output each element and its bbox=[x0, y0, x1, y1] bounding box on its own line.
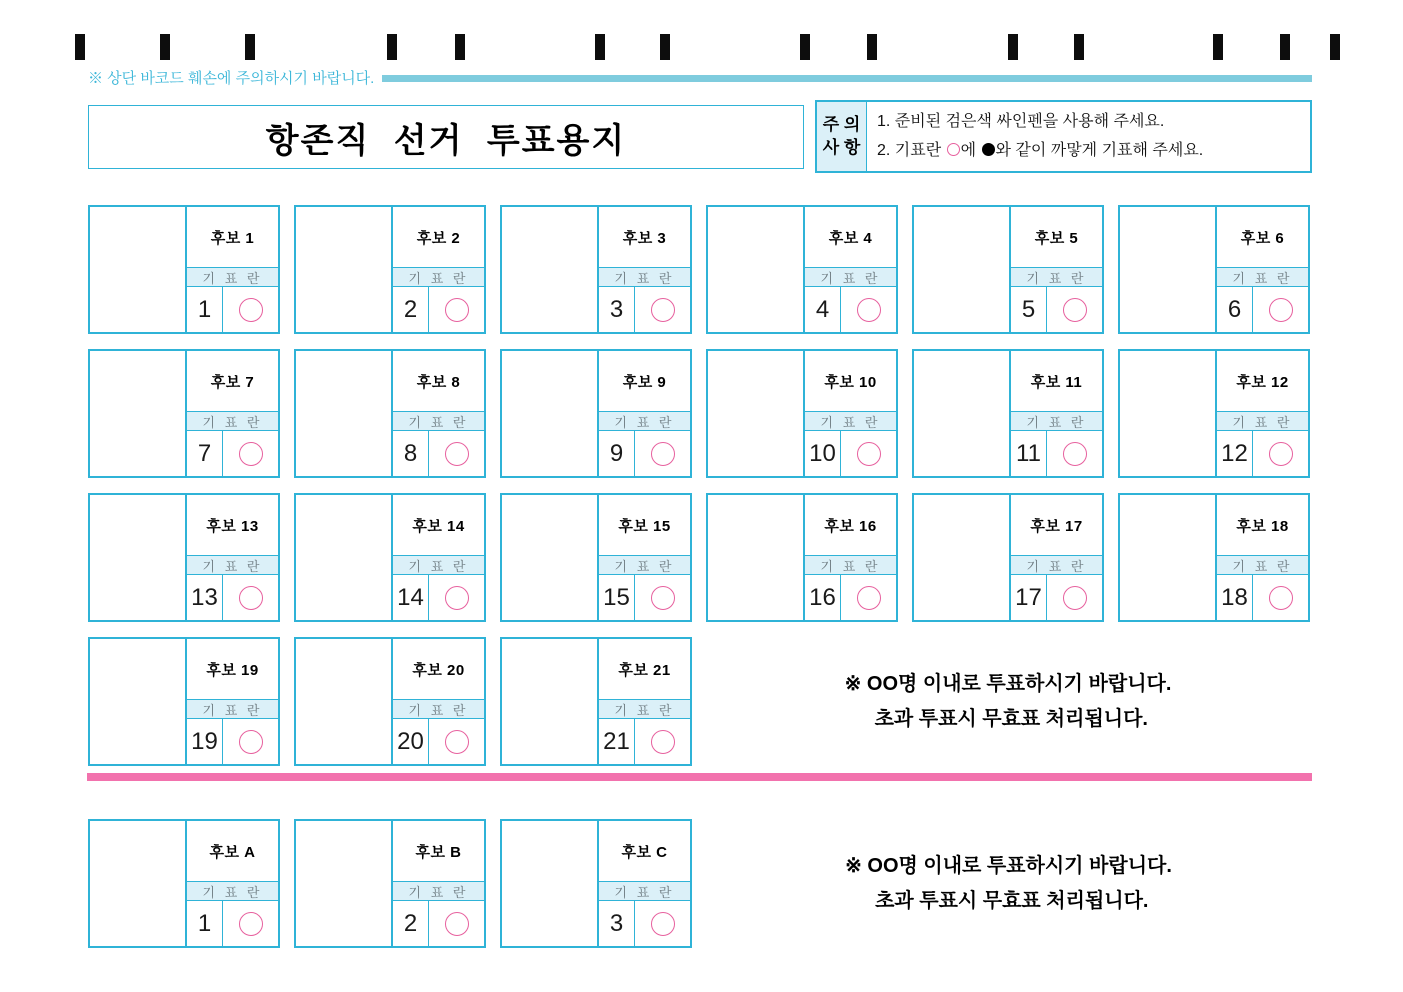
mark-row bbox=[187, 575, 278, 620]
candidate-label: 후보 C bbox=[621, 843, 668, 861]
candidate-number: 21 bbox=[599, 719, 635, 764]
mark-row bbox=[1217, 287, 1308, 332]
candidate-photo-area bbox=[296, 821, 393, 946]
candidate-box bbox=[294, 493, 486, 622]
candidate-info-column bbox=[1011, 207, 1102, 332]
candidate-number: 17 bbox=[1011, 575, 1047, 620]
candidate-number: 1 bbox=[187, 287, 223, 332]
mark-row bbox=[805, 431, 896, 476]
mark-row bbox=[1011, 287, 1102, 332]
mark-circle-icon[interactable] bbox=[857, 442, 881, 466]
mark-row bbox=[599, 431, 690, 476]
candidate-photo-area bbox=[296, 495, 393, 620]
candidate-box bbox=[706, 349, 898, 478]
notice-items bbox=[867, 102, 1310, 171]
candidate-number: 9 bbox=[599, 431, 635, 476]
page-title: 항존직 선거 투표용지 bbox=[265, 121, 627, 160]
candidate-number: 8 bbox=[393, 431, 429, 476]
candidate-number: 19 bbox=[187, 719, 223, 764]
candidate-box bbox=[500, 493, 692, 622]
mark-column-header: 기 표 란 bbox=[805, 267, 896, 287]
mark-cell[interactable] bbox=[429, 901, 484, 946]
candidate-photo-area bbox=[708, 207, 805, 332]
candidate-box bbox=[1118, 205, 1310, 334]
mark-column-header: 기 표 란 bbox=[187, 411, 278, 431]
candidate-photo-area bbox=[296, 639, 393, 764]
mark-circle-icon[interactable] bbox=[1269, 586, 1293, 610]
mark-cell[interactable] bbox=[429, 287, 484, 332]
mark-row bbox=[393, 575, 484, 620]
barcode-bar bbox=[387, 34, 397, 60]
candidate-info-column bbox=[187, 495, 278, 620]
mark-cell[interactable] bbox=[1047, 575, 1102, 620]
mark-column-header: 기 표 란 bbox=[1011, 411, 1102, 431]
mark-column-header: 기 표 란 bbox=[599, 411, 690, 431]
mark-cell[interactable] bbox=[429, 575, 484, 620]
candidate-number: 13 bbox=[187, 575, 223, 620]
candidate-info-column bbox=[187, 207, 278, 332]
vote-limit-note-bottom bbox=[707, 819, 1310, 948]
notice-label-line1: 주 의 bbox=[822, 114, 861, 134]
mark-column-header: 기 표 란 bbox=[1217, 555, 1308, 575]
mark-circle-icon[interactable] bbox=[651, 586, 675, 610]
mark-column-header: 기 표 란 bbox=[393, 881, 484, 901]
mark-row bbox=[393, 287, 484, 332]
candidate-box bbox=[706, 205, 898, 334]
mark-circle-icon[interactable] bbox=[651, 298, 675, 322]
mark-column-header: 기 표 란 bbox=[599, 881, 690, 901]
mark-circle-icon[interactable] bbox=[1269, 442, 1293, 466]
mark-column-header: 기 표 란 bbox=[1217, 411, 1308, 431]
candidate-info-column bbox=[393, 351, 484, 476]
candidate-box bbox=[912, 205, 1104, 334]
mark-cell[interactable] bbox=[635, 287, 690, 332]
mark-row bbox=[393, 901, 484, 946]
candidate-photo-area bbox=[914, 207, 1011, 332]
notice-box bbox=[815, 100, 1312, 173]
candidate-info-column bbox=[599, 351, 690, 476]
mark-row bbox=[1217, 431, 1308, 476]
mark-column-header: 기 표 란 bbox=[805, 555, 896, 575]
barcode-bar bbox=[1330, 34, 1340, 60]
candidate-info-column bbox=[599, 821, 690, 946]
candidate-number: 3 bbox=[599, 287, 635, 332]
barcode-bar bbox=[800, 34, 810, 60]
candidate-info-column bbox=[393, 207, 484, 332]
mark-column-header: 기 표 란 bbox=[1217, 267, 1308, 287]
barcode-bar bbox=[867, 34, 877, 60]
barcode-bar bbox=[660, 34, 670, 60]
candidate-box bbox=[88, 637, 280, 766]
top-barcode bbox=[0, 0, 1403, 70]
mark-circle-icon[interactable] bbox=[239, 912, 263, 936]
candidate-photo-area bbox=[90, 207, 187, 332]
candidate-label: 후보 16 bbox=[824, 517, 877, 535]
candidate-photo-area bbox=[708, 351, 805, 476]
candidate-label: 후보 13 bbox=[206, 517, 259, 535]
candidate-box bbox=[294, 637, 486, 766]
candidate-box bbox=[294, 349, 486, 478]
notice-item-1: 1. 준비된 검은색 싸인펜을 사용해 주세요. bbox=[877, 112, 1165, 130]
notice-text-segment: 와 같이 까맣게 기표해 주세요. bbox=[995, 141, 1204, 159]
candidate-number: 3 bbox=[599, 901, 635, 946]
vote-limit-note bbox=[706, 637, 1310, 766]
candidate-label: 후보 4 bbox=[828, 229, 873, 247]
mark-cell[interactable] bbox=[223, 431, 278, 476]
candidate-label: 후보 9 bbox=[622, 373, 667, 391]
mark-cell[interactable] bbox=[635, 719, 690, 764]
mark-row bbox=[393, 431, 484, 476]
notice-label bbox=[817, 102, 867, 171]
candidate-photo-area bbox=[708, 495, 805, 620]
candidate-number: 16 bbox=[805, 575, 841, 620]
mark-row bbox=[187, 719, 278, 764]
candidate-number: 10 bbox=[805, 431, 841, 476]
barcode-warning-row bbox=[88, 67, 1312, 88]
candidate-info-column bbox=[599, 207, 690, 332]
mark-cell[interactable] bbox=[1047, 287, 1102, 332]
mark-cell[interactable] bbox=[1253, 431, 1308, 476]
barcode-bar bbox=[75, 34, 85, 60]
mark-circle-icon[interactable] bbox=[445, 730, 469, 754]
mark-cell[interactable] bbox=[429, 719, 484, 764]
mark-cell[interactable] bbox=[223, 719, 278, 764]
mark-circle-icon[interactable] bbox=[857, 586, 881, 610]
mark-row bbox=[599, 575, 690, 620]
candidate-photo-area bbox=[502, 351, 599, 476]
mark-circle-icon[interactable] bbox=[239, 298, 263, 322]
mark-cell[interactable] bbox=[1047, 431, 1102, 476]
candidate-box bbox=[706, 493, 898, 622]
candidate-label: 후보 8 bbox=[416, 373, 461, 391]
candidate-label: 후보 6 bbox=[1240, 229, 1285, 247]
mark-cell[interactable] bbox=[635, 901, 690, 946]
mark-column-header: 기 표 란 bbox=[599, 699, 690, 719]
candidate-info-column bbox=[1217, 495, 1308, 620]
candidate-label: 후보 19 bbox=[206, 661, 259, 679]
barcode-bar bbox=[1074, 34, 1084, 60]
candidate-label: 후보 10 bbox=[824, 373, 877, 391]
candidate-number: 2 bbox=[393, 901, 429, 946]
notice-text-segment: 에 bbox=[960, 141, 981, 159]
barcode-bar bbox=[245, 34, 255, 60]
mark-cell[interactable] bbox=[223, 287, 278, 332]
vote-limit-line1: ※ OO명 이내로 투표하시기 바랍니다. bbox=[845, 854, 1172, 877]
mark-circle-icon[interactable] bbox=[1063, 298, 1087, 322]
candidate-box bbox=[88, 349, 280, 478]
mark-circle-icon[interactable] bbox=[1269, 298, 1293, 322]
candidate-info-column bbox=[187, 639, 278, 764]
candidate-box bbox=[294, 205, 486, 334]
main-candidate-grid bbox=[88, 205, 1310, 766]
barcode-bar bbox=[595, 34, 605, 60]
candidate-info-column bbox=[393, 821, 484, 946]
candidate-label: 후보 5 bbox=[1034, 229, 1079, 247]
candidate-info-column bbox=[187, 821, 278, 946]
mark-column-header: 기 표 란 bbox=[805, 411, 896, 431]
candidate-label: 후보 A bbox=[209, 843, 256, 861]
candidate-info-column bbox=[1011, 495, 1102, 620]
candidate-box bbox=[912, 349, 1104, 478]
notice-label-line2: 사 항 bbox=[822, 137, 861, 157]
candidate-photo-area bbox=[90, 821, 187, 946]
candidate-info-column bbox=[1011, 351, 1102, 476]
barcode-warning-text: ※ 상단 바코드 훼손에 주의하시기 바랍니다. bbox=[88, 70, 375, 87]
mark-circle-icon[interactable] bbox=[445, 586, 469, 610]
candidate-number: 14 bbox=[393, 575, 429, 620]
empty-mark-circle-icon bbox=[947, 143, 960, 156]
candidate-number: 18 bbox=[1217, 575, 1253, 620]
mark-cell[interactable] bbox=[841, 431, 896, 476]
mark-row bbox=[1011, 575, 1102, 620]
mark-circle-icon[interactable] bbox=[651, 912, 675, 936]
mark-circle-icon[interactable] bbox=[239, 730, 263, 754]
candidate-label: 후보 17 bbox=[1030, 517, 1083, 535]
candidate-info-column bbox=[805, 207, 896, 332]
candidate-photo-area bbox=[1120, 495, 1217, 620]
mark-circle-icon[interactable] bbox=[445, 442, 469, 466]
candidate-number: 4 bbox=[805, 287, 841, 332]
vote-limit-note-text bbox=[845, 849, 1172, 919]
candidate-label: 후보 15 bbox=[618, 517, 671, 535]
mark-circle-icon[interactable] bbox=[445, 298, 469, 322]
candidate-box bbox=[500, 637, 692, 766]
mark-cell[interactable] bbox=[841, 575, 896, 620]
candidate-box bbox=[500, 819, 692, 948]
candidate-photo-area bbox=[1120, 207, 1217, 332]
mark-row bbox=[599, 719, 690, 764]
vote-limit-line2: 초과 투표시 무효표 처리됩니다. bbox=[874, 707, 1148, 730]
candidate-number: 12 bbox=[1217, 431, 1253, 476]
candidate-label: 후보 2 bbox=[416, 229, 461, 247]
mark-cell[interactable] bbox=[635, 431, 690, 476]
vote-limit-line1: ※ OO명 이내로 투표하시기 바랍니다. bbox=[844, 672, 1172, 695]
title-box bbox=[88, 105, 804, 169]
barcode-bar bbox=[1280, 34, 1290, 60]
mark-circle-icon[interactable] bbox=[239, 442, 263, 466]
candidate-label: 후보 B bbox=[415, 843, 462, 861]
candidate-number: 7 bbox=[187, 431, 223, 476]
candidate-box bbox=[1118, 493, 1310, 622]
candidate-photo-area bbox=[90, 639, 187, 764]
mark-column-header: 기 표 란 bbox=[187, 555, 278, 575]
mark-column-header: 기 표 란 bbox=[393, 699, 484, 719]
candidate-photo-area bbox=[90, 495, 187, 620]
mark-row bbox=[187, 901, 278, 946]
candidate-info-column bbox=[393, 495, 484, 620]
notice-item-2 bbox=[877, 137, 1310, 166]
mark-column-header: 기 표 란 bbox=[1011, 267, 1102, 287]
mark-column-header: 기 표 란 bbox=[187, 267, 278, 287]
barcode-bar bbox=[1213, 34, 1223, 60]
mark-row bbox=[1217, 575, 1308, 620]
mark-column-header: 기 표 란 bbox=[393, 411, 484, 431]
candidate-photo-area bbox=[90, 351, 187, 476]
candidate-info-column bbox=[599, 639, 690, 764]
vote-limit-line2: 초과 투표시 무효표 처리됩니다. bbox=[875, 889, 1149, 912]
candidate-label: 후보 12 bbox=[1236, 373, 1289, 391]
candidate-label: 후보 18 bbox=[1236, 517, 1289, 535]
notice-text-segment: 2. 기표란 bbox=[877, 141, 946, 159]
candidate-photo-area bbox=[296, 351, 393, 476]
candidate-label: 후보 14 bbox=[412, 517, 465, 535]
mark-cell[interactable] bbox=[1253, 287, 1308, 332]
candidate-info-column bbox=[805, 495, 896, 620]
candidate-number: 5 bbox=[1011, 287, 1047, 332]
mark-row bbox=[805, 287, 896, 332]
mark-row bbox=[187, 431, 278, 476]
barcode-bar bbox=[455, 34, 465, 60]
candidate-number: 20 bbox=[393, 719, 429, 764]
mark-row bbox=[599, 901, 690, 946]
candidate-number: 2 bbox=[393, 287, 429, 332]
candidate-label: 후보 7 bbox=[210, 373, 255, 391]
candidate-info-column bbox=[599, 495, 690, 620]
candidate-box bbox=[500, 205, 692, 334]
mark-circle-icon[interactable] bbox=[1063, 442, 1087, 466]
mark-column-header: 기 표 란 bbox=[393, 555, 484, 575]
filled-mark-icon bbox=[982, 143, 995, 156]
candidate-photo-area bbox=[914, 351, 1011, 476]
candidate-box bbox=[1118, 349, 1310, 478]
candidate-number: 6 bbox=[1217, 287, 1253, 332]
candidate-box bbox=[294, 819, 486, 948]
mark-row bbox=[599, 287, 690, 332]
mark-column-header: 기 표 란 bbox=[187, 699, 278, 719]
barcode-bar bbox=[160, 34, 170, 60]
mark-circle-icon[interactable] bbox=[239, 586, 263, 610]
candidate-label: 후보 21 bbox=[618, 661, 671, 679]
candidate-photo-area bbox=[502, 639, 599, 764]
mark-column-header: 기 표 란 bbox=[393, 267, 484, 287]
mark-cell[interactable] bbox=[1253, 575, 1308, 620]
mark-circle-icon[interactable] bbox=[651, 442, 675, 466]
mark-cell[interactable] bbox=[635, 575, 690, 620]
mark-column-header: 기 표 란 bbox=[599, 555, 690, 575]
candidate-photo-area bbox=[502, 821, 599, 946]
mark-column-header: 기 표 란 bbox=[599, 267, 690, 287]
candidate-box bbox=[500, 349, 692, 478]
candidate-label: 후보 3 bbox=[622, 229, 667, 247]
candidate-box bbox=[912, 493, 1104, 622]
candidate-box bbox=[88, 493, 280, 622]
extra-candidate-grid bbox=[88, 819, 692, 948]
candidate-label: 후보 1 bbox=[210, 229, 255, 247]
candidate-number: 15 bbox=[599, 575, 635, 620]
mark-circle-icon[interactable] bbox=[857, 298, 881, 322]
candidate-info-column bbox=[1217, 207, 1308, 332]
candidate-number: 11 bbox=[1011, 431, 1047, 476]
mark-row bbox=[187, 287, 278, 332]
mark-cell[interactable] bbox=[429, 431, 484, 476]
mark-cell[interactable] bbox=[841, 287, 896, 332]
candidate-info-column bbox=[187, 351, 278, 476]
candidate-label: 후보 20 bbox=[412, 661, 465, 679]
mark-column-header: 기 표 란 bbox=[187, 881, 278, 901]
candidate-photo-area bbox=[296, 207, 393, 332]
candidate-info-column bbox=[805, 351, 896, 476]
candidate-box bbox=[88, 819, 280, 948]
mark-cell[interactable] bbox=[223, 901, 278, 946]
candidate-number: 1 bbox=[187, 901, 223, 946]
mark-row bbox=[393, 719, 484, 764]
mark-column-header: 기 표 란 bbox=[1011, 555, 1102, 575]
candidate-photo-area bbox=[502, 495, 599, 620]
candidate-photo-area bbox=[914, 495, 1011, 620]
mark-circle-icon[interactable] bbox=[1063, 586, 1087, 610]
mark-row bbox=[1011, 431, 1102, 476]
section-divider-line bbox=[87, 773, 1312, 781]
vote-limit-note-text bbox=[845, 667, 1172, 737]
candidate-box bbox=[88, 205, 280, 334]
candidate-info-column bbox=[1217, 351, 1308, 476]
candidate-info-column bbox=[393, 639, 484, 764]
mark-row bbox=[805, 575, 896, 620]
mark-circle-icon[interactable] bbox=[651, 730, 675, 754]
candidate-photo-area bbox=[502, 207, 599, 332]
candidate-photo-area bbox=[1120, 351, 1217, 476]
barcode-bar bbox=[1008, 34, 1018, 60]
cyan-divider-line bbox=[382, 75, 1312, 82]
mark-cell[interactable] bbox=[223, 575, 278, 620]
mark-circle-icon[interactable] bbox=[445, 912, 469, 936]
candidate-label: 후보 11 bbox=[1030, 373, 1083, 391]
